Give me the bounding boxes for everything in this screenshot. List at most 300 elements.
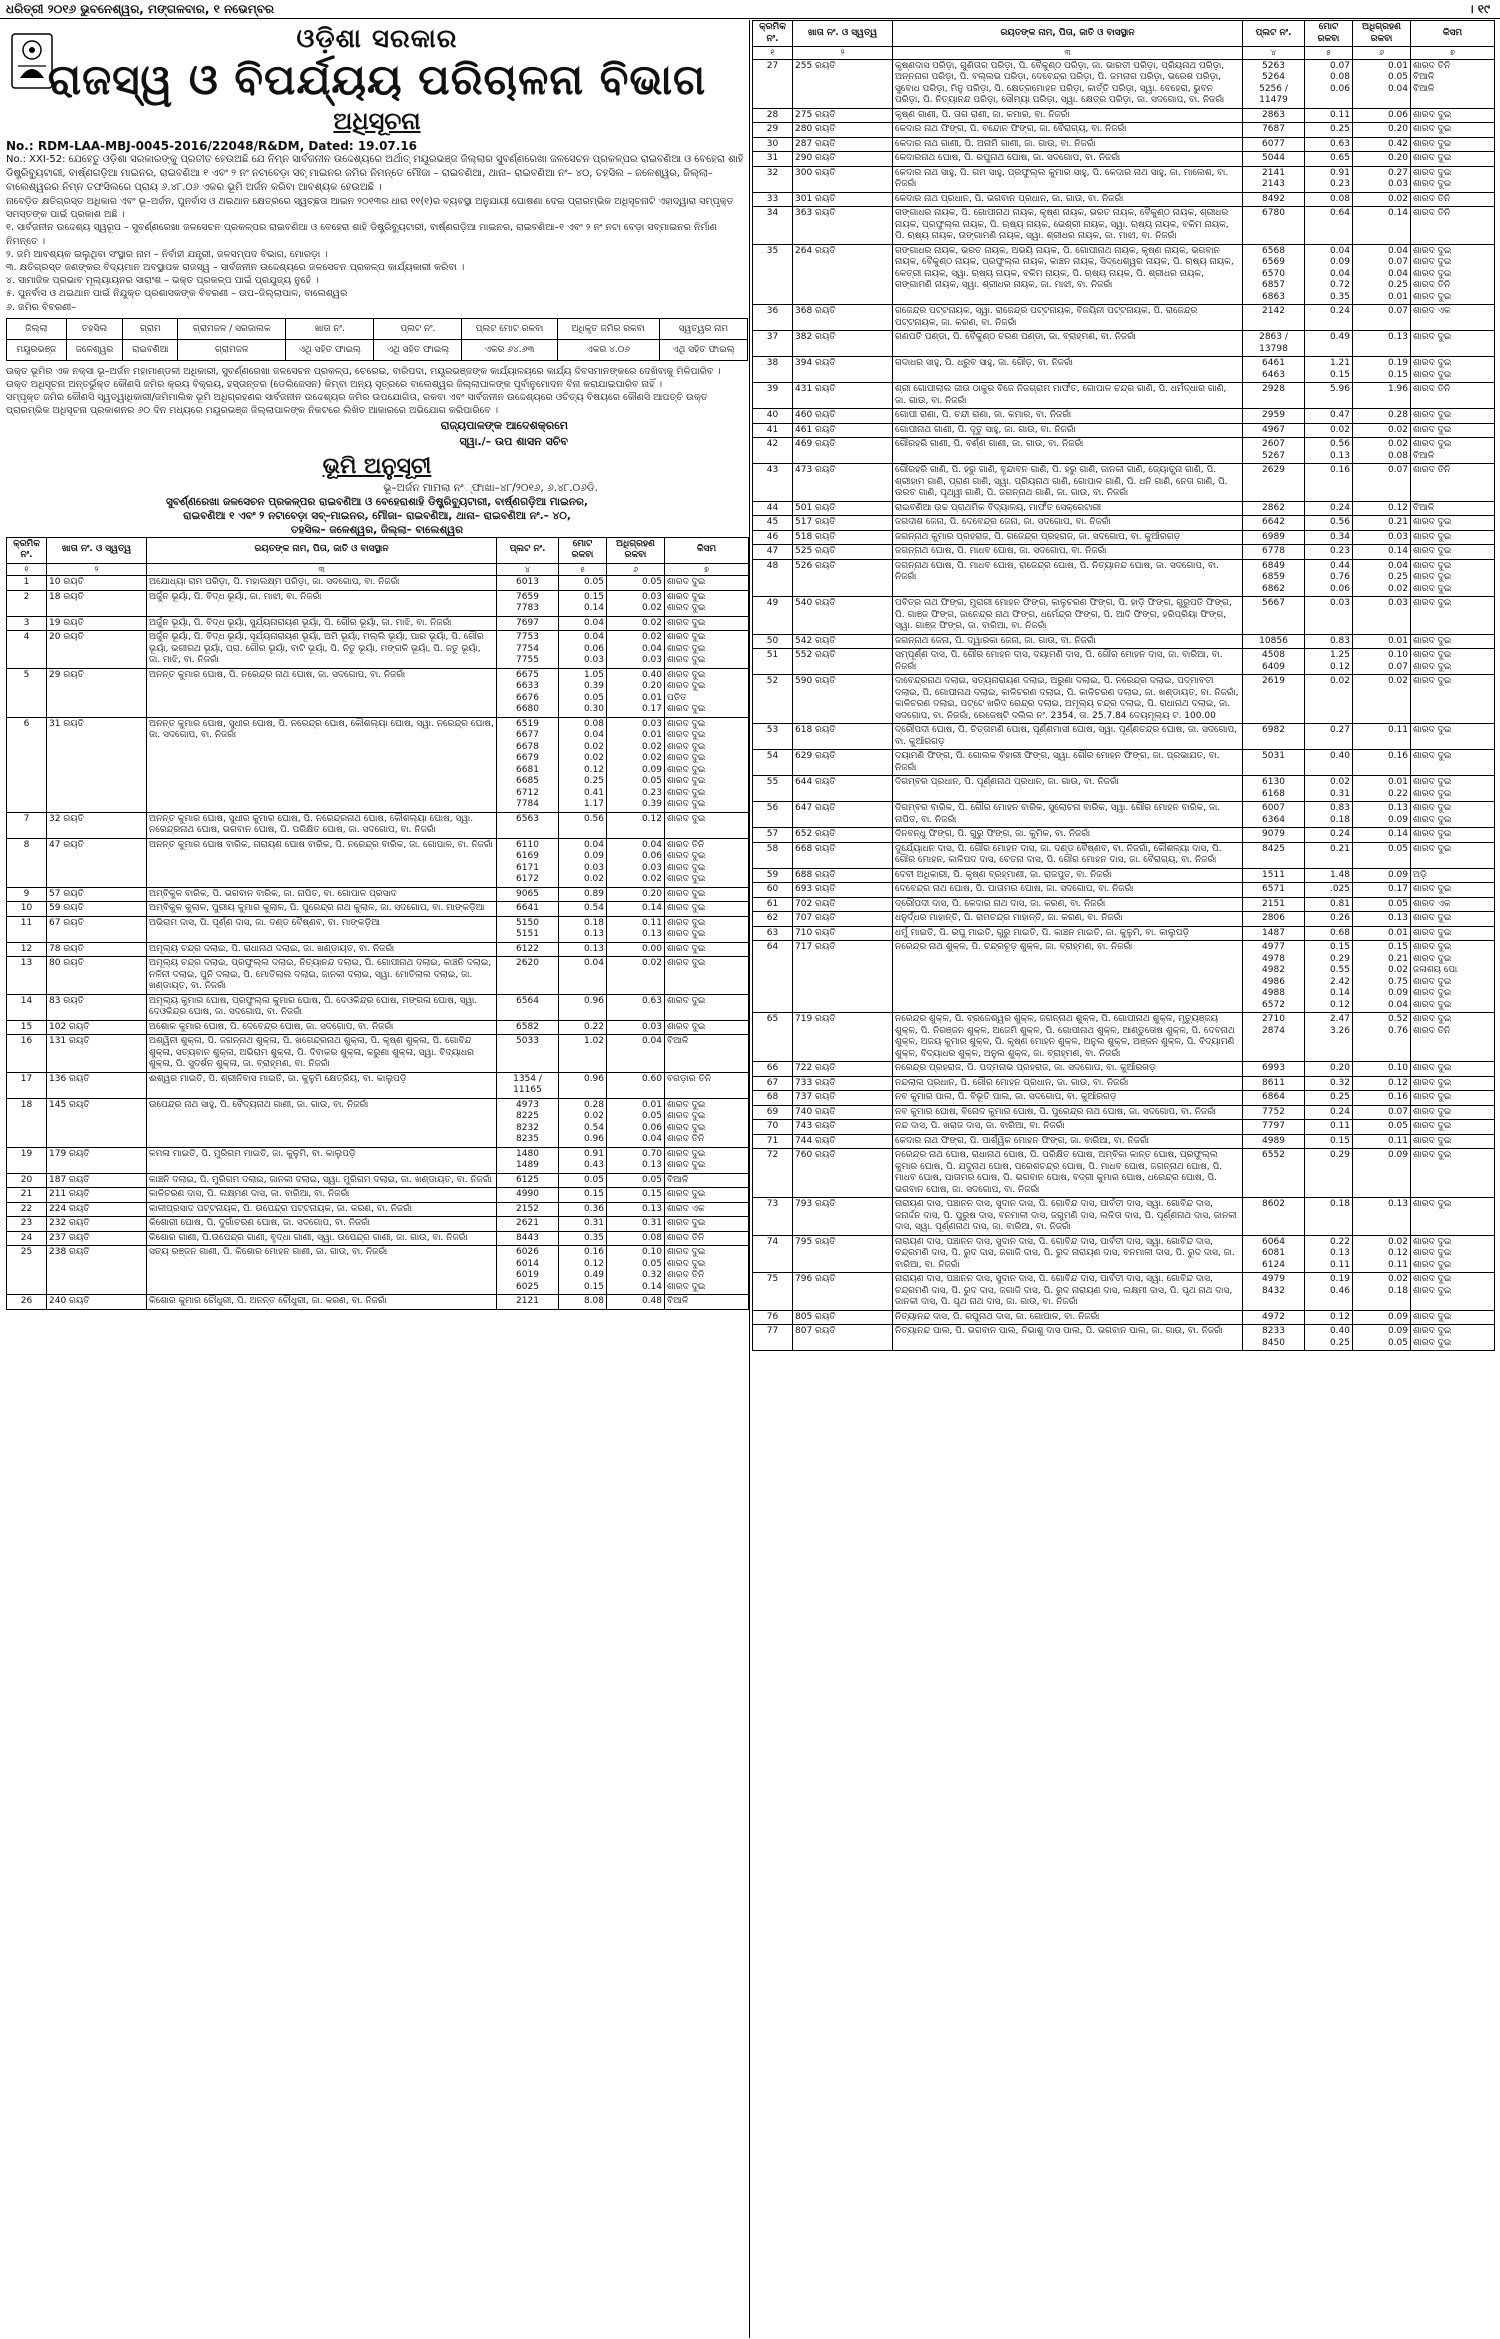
acquired-area: 0.52 0.76 bbox=[1353, 1013, 1411, 1062]
col-number: ୨ bbox=[47, 563, 147, 576]
table-row bbox=[753, 776, 1495, 802]
owner-details: କିଶୋର ଗାଣୀ, ପି.ଉପେନ୍ଦ୍ର ଗାଣୀ, ବୃଦ୍ଧା ଗାଣୀ, ସ୍ୱା. ଉପେନ୍ଦ୍ର ଗାଣୀ, ଜା. ଗାଉ, ବା. ନିଜରାଁ bbox=[147, 1231, 497, 1246]
plot-number: 4979 8432 bbox=[1243, 1273, 1305, 1311]
total-area: 8.08 bbox=[559, 1295, 607, 1310]
acquired-area: 0.15 0.21 0.02 0.75 0.09 0.04 bbox=[1353, 941, 1411, 1013]
land-class: ଶାରଦ ଦୁଇ bbox=[1411, 1149, 1495, 1198]
total-area: 0.68 bbox=[1305, 926, 1353, 941]
acquired-area: 0.02 0.12 0.11 bbox=[1353, 1235, 1411, 1273]
acquired-area: 0.10 0.05 0.32 0.14 bbox=[607, 1246, 665, 1295]
owner-details: ଅର୍ଜୁନ ଭୂୟାଁ, ପି. ବିଦ୍ଧ ଭୂୟାଁ, ଜା. ମାଝୀ, ବା. ନିଜରାଁ bbox=[147, 590, 497, 616]
land-class: ଶାରଦ ଦୁଇ ଶାରଦ ଦୁଇ bbox=[1411, 1325, 1495, 1351]
plot-number: 6568 6569 6570 6857 6863 bbox=[1243, 244, 1305, 305]
land-class: ଶାରଦ ଦୁଇ bbox=[1411, 1062, 1495, 1077]
acquired-area: 0.28 bbox=[1353, 409, 1411, 424]
acquired-area: 0.15 bbox=[607, 1188, 665, 1203]
total-area: 0.44 0.76 0.06 bbox=[1305, 559, 1353, 597]
plot-number: 8443 bbox=[497, 1231, 559, 1246]
land-class: ଶାରଦ ଦୁଇ ଶାରଦ ଦୁଇ ଶାରଦ ଦୁଇ ଶାରଦ ଦୁଇ ଶାରଦ ଦୁଇ ଶାରଦ ଦୁଇ ଶାରଦ ଦୁଇ ଶାରଦ ଦୁଇ bbox=[665, 717, 749, 812]
total-area: 0.96 bbox=[559, 1072, 607, 1098]
land-class: ଶାରଦ ଦୁଇ ଶାରଦ ଦୁଇ bbox=[665, 916, 749, 942]
summary-header-cell: ଗ୍ରାମ bbox=[123, 318, 178, 339]
khata-number: 264 ରୟତି bbox=[793, 244, 893, 305]
reference-number: No.: RDM-LAA-MBJ-0045-2016/22048/R&DM, Dated: 19.07.16 bbox=[6, 139, 418, 153]
owner-details: ଗୋପୀନାଥ ଗାଣୀ, ପି. ଦୂତୁ ସାହୁ, ଜା. ଗାଉ, ବା. ନିଜରାଁ bbox=[893, 423, 1243, 438]
table-row bbox=[7, 887, 749, 902]
serial-number: 72 bbox=[753, 1149, 793, 1198]
plot-number: 6122 bbox=[497, 942, 559, 957]
summary-header-cell: ପ୍ଲଟ ନଂ. bbox=[374, 318, 462, 339]
table-row bbox=[7, 616, 749, 631]
col-header: ଖାତା ନଂ. ଓ ସ୍ୱତ୍ୱ bbox=[793, 21, 893, 47]
land-class: ଶାରଦ ଦୁଇ ଶାରଦ ଦୁଇ ଶାରଦ ଦୁଇ ଶାରଦ ତିନି bbox=[665, 1098, 749, 1147]
summary-cell: ରାଇବଣିଆ bbox=[123, 339, 178, 360]
serial-number: 20 bbox=[7, 1173, 47, 1188]
table-row bbox=[7, 902, 749, 917]
khata-number: 647 ରୟତି bbox=[793, 802, 893, 828]
khata-number: 240 ରୟତି bbox=[47, 1295, 147, 1310]
total-area: 0.89 bbox=[559, 887, 607, 902]
plot-number: 5033 bbox=[497, 1035, 559, 1073]
land-class: ଶାରଦ ଦୁଇ bbox=[1411, 1198, 1495, 1236]
table-row bbox=[753, 244, 1495, 305]
serial-number: 65 bbox=[753, 1013, 793, 1062]
owner-details: ନରେନ୍ଦ୍ର ନାଥ ଘୋଷ, ରାଧାନାଥ ଘୋଷ, ପି. ପରିକ୍ଷିତ ଘୋଷ, ଅମ୍ବିକା କାନ୍ତ ଘୋଷ, ପ୍ରଫୁଲ୍ଲ କୁମାର ଘୋଷ, ପି. ଯଦୁନାଥ ଘୋଷ, ପରେଶଚନ୍ଦ୍ର ଘୋଷ, ପି. ମାଧବ ଘୋଷ, ଜଗନ୍ନାଥ ଘୋଷ, ପି. ମାଧବ ଘୋଷ, ପାତାମର ଘୋଷ, ପି. ଭଗବାନ ଘୋଷ, ବଦ୍ରୀ କୁମାର ଘୋଷ, ଧରେନ୍ଦ୍ର ଘୋଷ, ପି. ଭଗବାନ ଘୋଷ, ଜା. ସଦଗୋପ, ବା. ନିଜରାଁ bbox=[893, 1149, 1243, 1198]
owner-details: ଗୋପୀ ରାଣା, ପି. ଚନ୍ଦୀ ରାଣା, ଜା. କମାର, ବା. ନିଜରାଁ bbox=[893, 409, 1243, 424]
land-class: ଶାରଦ ଦୁଇ ଶାରଦ ଦୁଇ ଜଳାଶୟ ପୋ ଶାରଦ ଦୁଇ ଶାରଦ ଦୁଇ ଶାରଦ ଦୁଇ bbox=[1411, 941, 1495, 1013]
khata-number: 733 ରୟତି bbox=[793, 1076, 893, 1091]
total-area: 0.49 bbox=[1305, 331, 1353, 357]
khata-number: 287 ରୟତି bbox=[793, 137, 893, 152]
serial-number: 71 bbox=[753, 1134, 793, 1149]
table-row bbox=[7, 838, 749, 887]
serial-number: 73 bbox=[753, 1198, 793, 1236]
khata-number: 431 ରୟତି bbox=[793, 383, 893, 409]
khata-number: 301 ରୟତି bbox=[793, 192, 893, 207]
col-header: ଖାତା ନଂ. ଓ ସ୍ୱତ୍ୱ bbox=[47, 537, 147, 563]
acquired-area: 0.40 0.20 0.01 0.17 bbox=[607, 668, 665, 717]
land-class: ଶାରଦ ଦୁଇ bbox=[1411, 530, 1495, 545]
owner-details: ନାରାୟଣ ଦାସ, ପଞ୍ଚାନନ ଦାସ, ସୁଦାନ ଦାସ, ପି. ଗୋବିନ୍ଦ ଦାସ, ପାର୍ବତୀ ଦାସ, ସ୍ୱା. ଗୋବିନ୍ଦ ଦାସ, ଚନ୍ଦ୍ରମଣି ଦାସ, ପି. ରୁଦ ଦାସ, ଜଗାଜି ଦାସ, ପି. ରୁଦ ନାରାୟଣ ଦାସ, ବନମାଳୀ ଦାସ, ପି. ରୁଦ ଦାସ, ଜା. ବାରିଆ, ବା. ନିଜରାଁ bbox=[893, 1235, 1243, 1273]
signature-line: ସ୍ୱା./– ଉପ ଶାସନ ସଚିବ bbox=[459, 434, 568, 448]
land-class: ଶାରଦ ଦୁଇ bbox=[665, 1217, 749, 1232]
summary-header-row bbox=[7, 318, 748, 339]
col-number: ୫ bbox=[559, 563, 607, 576]
plot-number: 1480 1489 bbox=[497, 1147, 559, 1173]
table-header-row bbox=[7, 537, 749, 563]
total-area: 0.19 0.46 bbox=[1305, 1273, 1353, 1311]
table-row bbox=[753, 1120, 1495, 1135]
land-class: ଶାରଦ ଦୁଇ bbox=[1411, 883, 1495, 898]
total-area: 0.35 bbox=[559, 1231, 607, 1246]
serial-number: 41 bbox=[753, 423, 793, 438]
acquired-area: 0.02 bbox=[1353, 192, 1411, 207]
total-area: 2.47 3.26 bbox=[1305, 1013, 1353, 1062]
plot-number: 6982 bbox=[1243, 724, 1305, 750]
column-divider bbox=[749, 20, 750, 2338]
owner-details: ଦିଗମ୍ବର ପ୍ରଧାନ, ପି. ପୂର୍ଣ୍ଣନାଥ ପ୍ରଧାନ, ଜା. ଗାଉ, ବା. ନିଜରାଁ bbox=[893, 776, 1243, 802]
land-class: ଶାରଦ ଦୁଇ bbox=[665, 902, 749, 917]
land-table-right bbox=[752, 20, 1495, 1351]
acquired-area: 0.04 0.07 0.04 0.25 0.01 bbox=[1353, 244, 1411, 305]
owner-details: କିଶୋରୀ ଘୋଷ, ପି. ଦୁର୍ଗାଚରଣ ଘୋଷ, ଜା. ସଦଗୋପ, ବା. ନିଜରାଁ bbox=[147, 1217, 497, 1232]
total-area: 0.08 bbox=[1305, 192, 1353, 207]
acquired-area: 0.70 0.13 bbox=[607, 1147, 665, 1173]
khata-number: 702 ରୟତି bbox=[793, 897, 893, 912]
acquired-area: 0.14 bbox=[1353, 545, 1411, 560]
acquired-area: 0.13 bbox=[607, 1202, 665, 1217]
case-number: ଭୂ–ଅର୍ଜନ ମାମଲା ନଂ୍ଫାଖା–୪୮/୨୦୧୬, ୬.୪୮.୦୬ଡି. bbox=[383, 481, 598, 494]
notice-para: ସମ୍ପୃକ୍ତ ଜମିର କୌଣସି ସ୍ୱତ୍ୱାଧିକାରୀ/ଜମିମାଲିକ ଭୂମି ଅଧିଗ୍ରହଣର ସାର୍ବଜନୀନ ଉଦ୍ଦେଶ୍ୟର ଜମିର ଉପଯୋଗିତା, ରକବା ଏବଂ ସାର୍ବଜନୀନ ଉଦ୍ଦେଶ୍ୟରେ ଓଚିତ୍ୟ ବିଷୟରେ କୌଣସି ଆପତ୍ତି ଉକ୍ତ ପ୍ରାରମ୍ଭିକ ଅଧିସୂଚନା ପ୍ରକାଶନର ୬୦ ଦିନ ମଧ୍ୟରେ ମୟୂରଭଞ୍ଜ ଜିଲ୍ଲାପାଳଙ୍କ ନିକଟରେ ଲିଖିତ ଆକାରରେ ଅଭିଯୋଗ କରିପାରିବେ । bbox=[6, 392, 708, 417]
notice-body bbox=[6, 195, 748, 314]
owner-details: ଦ୍ରୌପଦୀ ଦାସ, ପି. କେଦାର ନାଥ ଦାସ, ଜା. କରଣ, ବା. ନିଜରାଁ bbox=[893, 897, 1243, 912]
plot-number: 2863 / 13798 bbox=[1243, 331, 1305, 357]
serial-number: 53 bbox=[753, 724, 793, 750]
table-row bbox=[753, 1134, 1495, 1149]
table-row bbox=[7, 631, 749, 669]
acquired-area: 0.16 bbox=[1353, 750, 1411, 776]
table-row bbox=[753, 883, 1495, 898]
acquired-area: 0.03 bbox=[607, 1020, 665, 1035]
land-class: ଶାରଦ ଦୁଇ ଶାରଦ ଦୁଇ ଶାରଦ ଦୁଇ bbox=[665, 631, 749, 669]
serial-number: 3 bbox=[7, 616, 47, 631]
land-class: ଶାରଦ ଦୁଇ ଶାରଦ ଦୁଇ ଶାରଦ ତିନି ଶାରଦ ଦୁଇ bbox=[665, 1246, 749, 1295]
khata-number: 394 ରୟତି bbox=[793, 357, 893, 383]
khata-number: 275 ରୟତି bbox=[793, 108, 893, 123]
owner-details: କେଦାର ନାଥ ଫିଙ୍ଗ, ପି. ପାର୍ଶ୍ୱିକ ମୋହନ ଫିଙ୍ଗ, ଜା. ବାରିଆ, ବା. ନିଜରାଁ bbox=[893, 1134, 1243, 1149]
total-area: 0.22 bbox=[559, 1020, 607, 1035]
serial-number: 56 bbox=[753, 802, 793, 828]
plot-number: 6864 bbox=[1243, 1091, 1305, 1106]
land-class: ଶାରଦ ତିନି ବିଆଳି ବିଆଳି bbox=[1411, 59, 1495, 108]
table-row bbox=[753, 530, 1495, 545]
acquired-area: 0.14 bbox=[607, 902, 665, 917]
land-class: ଶାରଦ ଦୁଇ bbox=[1411, 1310, 1495, 1325]
owner-details: କମଳା ମାଇତି, ପି. ମୁରିଗମ ମାଇତି, ଜା. କୁଳୁମି, ବା. କାଲୁପଡ଼ି bbox=[147, 1147, 497, 1173]
serial-number: 35 bbox=[753, 244, 793, 305]
serial-number: 12 bbox=[7, 942, 47, 957]
acquired-area: 0.08 bbox=[607, 1231, 665, 1246]
notice-para: ୧. ସାର୍ବଜନୀନ ଉଦ୍ଦେଶ୍ୟ ସ୍ୱରୂପ – ସୁବର୍ଣ୍ଣରେଖା ଜଳସେଚନ ପ୍ରକଳ୍ପର ରାଇବଣିଆ ଓ ବେହେରା ଶାହି ଡିଷ୍ଟ୍ରିବ୍ୟୁଟାରୀ, ବାର୍ଷ୍ଣଗଡ଼ିଆ ମାଇନର, ରାଇବଣିଆ–୧ ଏବଂ ୨ ନଂ ନଟା ବେଡ଼ା ସବ୍‌ମାଇନର ନିର୍ମାଣ ନିମନ୍ତେ । bbox=[6, 222, 717, 247]
owner-details: ଜଗନ୍ନାଥ ଘୋଷ, ପି. ମାଧବ ଘୋଷ, ଜା. ସଦଗୋପ, ବା. ନିଜରାଁ bbox=[893, 545, 1243, 560]
acquired-area: 0.16 bbox=[1353, 1091, 1411, 1106]
serial-number: 42 bbox=[753, 438, 793, 464]
table-row bbox=[7, 1147, 749, 1173]
khata-number: 382 ରୟତି bbox=[793, 331, 893, 357]
column-number-row bbox=[7, 563, 749, 576]
masthead bbox=[0, 0, 1500, 19]
total-area: 0.02 bbox=[1305, 423, 1353, 438]
plot-number: 7687 bbox=[1243, 123, 1305, 138]
table-row bbox=[753, 1325, 1495, 1351]
land-class: ଶାରଦ ଦୁଇ bbox=[665, 1020, 749, 1035]
total-area: 0.34 bbox=[1305, 530, 1353, 545]
table-row bbox=[753, 59, 1495, 108]
land-class: ଶାରଦ ଦୁଇ bbox=[1411, 634, 1495, 649]
col-number: ୪ bbox=[1243, 47, 1305, 60]
col-header: କ୍ରମିକ ନଂ. bbox=[7, 537, 47, 563]
land-class: ଶାରଦ ଦୁଇ bbox=[1411, 724, 1495, 750]
signature-block bbox=[6, 418, 748, 450]
summary-cell: ଏଥି ସହିତ ଫାଇଲ୍ bbox=[659, 339, 747, 360]
owner-details: କାଳିଚରଣ ଦାସ, ପି. ଲକ୍ଷ୍ମଣ ଦାସ, ଜା. ବାରିଆ, ବା. ନିଜରାଁ bbox=[147, 1188, 497, 1203]
table-row bbox=[753, 1149, 1495, 1198]
table-row bbox=[753, 1310, 1495, 1325]
serial-number: 37 bbox=[753, 331, 793, 357]
col-header: ଅଧିଗ୍ରହଣ ରକବା bbox=[607, 537, 665, 563]
table-row bbox=[7, 1188, 749, 1203]
owner-details: ଦ୍ରୌପଦୀ ଘୋଷ, ପି. ଚିତ୍ତାମଣି ଘୋଷ, ପୂର୍ଣ୍ଣମାସୀ ଘୋଷ, ସ୍ୱା. ପୂର୍ଣ୍ଣଚନ୍ଦ୍ର ଘୋଷ, ଜା. ସଦଗୋପ, ବା. କୁଆଁରଗଡ଼ bbox=[893, 724, 1243, 750]
serial-number: 16 bbox=[7, 1035, 47, 1073]
table-row bbox=[753, 357, 1495, 383]
plot-number: 6582 bbox=[497, 1020, 559, 1035]
table-row bbox=[753, 501, 1495, 516]
total-area: 0.64 bbox=[1305, 207, 1353, 245]
land-class: ଶାରଦ ଦୁଇ bbox=[665, 576, 749, 591]
owner-details: ଦାବେନ୍ଦ୍ରନାଥ ଦଲାଇ, ସତ୍ୟନାରାୟଣ ଦଲାଇ, ଅରୁଣା ଦଲାଇ, ପି. ନରେନ୍ଦ୍ର ଦଲାଇ, ପଦ୍ମାବତୀ ଦଲାଇ, ପି. ଗୋପୀନାଥ ଦଲାଇ, କାଳିଚରଣ ଦଲାଇ, ପି. କାଳିଚରଣ ଦଲାଇ, ଜା. ଖଣ୍ଡାୟତ, ବା. ନିଜରାଁ, କାଳିଚରଣ ଦଲାଇ, ପଟ୍ଟେ ଖରିଦ ରେନ୍ଦ୍ର ଦଲାଇ, ଅମୂଲ୍ୟ ଚନ୍ଦ୍ର ଦଲାଇ, ପି. ରାଧାନାଥ ଦଲାଇ, ଜା. ସଦଗୋପ, ବା. ନିଜରାଁ, ରେଜେଷ୍ଟି ଦଲିଲ ନଂ. 2354, ତା. 25.7.84 ଦେୟମୂଲ୍ୟ ଟ. 100.00 bbox=[893, 675, 1243, 724]
land-class: ଶାରଦ ତିନି bbox=[1411, 383, 1495, 409]
serial-number: 26 bbox=[7, 1295, 47, 1310]
plot-number: 1511 bbox=[1243, 868, 1305, 883]
serial-number: 61 bbox=[753, 897, 793, 912]
plot-number: 2619 bbox=[1243, 675, 1305, 724]
land-subtitle: ସୁବର୍ଣ୍ଣରେଖା ଜଳସେଚନ ପ୍ରକଳ୍ପର ରାଇବଣିଆ ଓ ବେହେରାଶାହି ଡିଷ୍ଟ୍ରିବ୍ୟୁଟାରୀ, ବାର୍ଷ୍ଣଗଡ଼ିଆ ମାଇନର, bbox=[166, 495, 588, 508]
land-class: ବିଆଳି bbox=[665, 1173, 749, 1188]
table-row bbox=[753, 152, 1495, 167]
table-row bbox=[7, 1295, 749, 1310]
owner-details: ଅମୂଲ୍ୟ ଚନ୍ଦ୍ର ଦଲାଇ, ପି. ରାଧାନାଥ ଦଲାଇ, ଜା. ଖଣ୍ଡାୟତ, ବା. ନିଜରାଁ bbox=[147, 942, 497, 957]
khata-number: 211 ରୟତି bbox=[47, 1188, 147, 1203]
acquired-area: 0.01 0.22 bbox=[1353, 776, 1411, 802]
table-row bbox=[753, 649, 1495, 675]
plot-number: 4977 4978 4982 4986 4988 6572 bbox=[1243, 941, 1305, 1013]
serial-number: 17 bbox=[7, 1072, 47, 1098]
plot-number: 6778 bbox=[1243, 545, 1305, 560]
total-area: 0.56 0.13 bbox=[1305, 438, 1353, 464]
table-row bbox=[7, 1035, 749, 1073]
notice-para: ୬. ଜମିର ବିବରଣୀ– bbox=[6, 301, 77, 313]
land-class: ଶାରଦ ତିନି bbox=[1411, 464, 1495, 502]
serial-number: 23 bbox=[7, 1217, 47, 1232]
serial-number: 60 bbox=[753, 883, 793, 898]
acquired-area: 0.09 bbox=[1353, 868, 1411, 883]
total-area: 0.32 bbox=[1305, 1076, 1353, 1091]
serial-number: 6 bbox=[7, 717, 47, 812]
khata-number: 368 ରୟତି bbox=[793, 305, 893, 331]
acquired-area: 0.48 bbox=[607, 1295, 665, 1310]
col-header: କିସମ bbox=[1411, 21, 1495, 47]
owner-details: ଅର୍ଜୁନ ଭୂୟାଁ, ପି. ବିଦ୍ଧ ଭୂୟାଁ, ସୂର୍ଯ୍ୟନାରାୟଣ ଭୂୟାଁ, ଅମି ଭୂୟାଁ, ମଲ୍ଲି ଭୂୟାଁ, ପାର ଭୂୟାଁ, ପି. ଗୌର ଭୂୟାଁ, ଭଗୀରଥ ଭୂୟାଁ, ପ୍ରା. ଗୌର ଭୂୟାଁ, ବାଟି ଭୂୟାଁ, ପି. ନିତୁ ଭୂୟାଁ, ମଙ୍ଗଳି ଭୂୟାଁ, ପି. ଜତୁ ଭୂୟାଁ, ଜା. ମାଝି, ବା. ନିଜରାଁ bbox=[147, 631, 497, 669]
masthead-page-number: । ୧୯ bbox=[1468, 2, 1490, 16]
owner-details: ଉପେନ୍ଦ୍ର ନାଥ ସାହୁ, ପି. ବୈଦ୍ୟନାଥ ଗାଣୀ, ଜା. ଗାଉ, ବା. ନିଜରାଁ bbox=[147, 1098, 497, 1147]
masthead-left: ଧରିତ୍ରୀ ୨୦୧୬ ଭୁବନେଶ୍ୱର, ମଙ୍ଗଳବାର, ୧ ନଭେମ୍ବର bbox=[6, 2, 274, 16]
serial-number: 74 bbox=[753, 1235, 793, 1273]
khata-number: 83 ରୟତି bbox=[47, 994, 147, 1020]
summary-header-cell: ପ୍ଲଟ ମୋଟ ରକବା bbox=[462, 318, 557, 339]
serial-number: 70 bbox=[753, 1120, 793, 1135]
owner-details: ନବ କୁମାର ଘୋଷ, ବିନୋଦ କୁମାର ଘୋଷ, ପି. ପୁରେନ୍ଦ୍ର ନାଥ ଘୋଷ, ଜା. ସଦଗୋପ, ବା. ନିଜରାଁ bbox=[893, 1105, 1243, 1120]
plot-number: 7659 7783 bbox=[497, 590, 559, 616]
total-area: 0.91 0.43 bbox=[559, 1147, 607, 1173]
khata-number: 644 ରୟତି bbox=[793, 776, 893, 802]
khata-number: 629 ରୟତି bbox=[793, 750, 893, 776]
acquired-area: 0.10 0.07 bbox=[1353, 649, 1411, 675]
owner-details: କାଳୀପ୍ରସାଦ ପଟ୍ଟନାୟକ, ପି. ଉପେନ୍ଦ୍ର ପଟ୍ଟନାୟକ, ଜା. କରଣ, ବା. ନିଜରାଁ bbox=[147, 1202, 497, 1217]
land-class: ବିଆଳି bbox=[665, 1295, 749, 1310]
total-area: 0.04 0.06 0.03 bbox=[559, 631, 607, 669]
plot-number: 2629 bbox=[1243, 464, 1305, 502]
serial-number: 77 bbox=[753, 1325, 793, 1351]
khata-number: 693 ରୟତି bbox=[793, 883, 893, 898]
owner-details: ସତ୍ୟ ରଞ୍ଜନ ଗାଣୀ, ପି. କିଶୋର ମୋହନ ଗାଣୀ, ଜା. ଗାଉ, ବା. ନିଜରାଁ bbox=[147, 1246, 497, 1295]
col-number: ୨ bbox=[793, 47, 893, 60]
serial-number: 4 bbox=[7, 631, 47, 669]
serial-number: 14 bbox=[7, 994, 47, 1020]
notification-heading: ଅଧିସୂଚନା bbox=[333, 107, 421, 135]
col-header: ରୟତଙ୍କ ନାମ, ପିତା, ଜାତି ଓ ବାସସ୍ଥାନ bbox=[147, 537, 497, 563]
serial-number: 52 bbox=[753, 675, 793, 724]
owner-details: ଅର୍ଜୁନ ଭୂୟାଁ, ପି. ବିଦ୍ଧ ଭୂୟାଁ, ସୁର୍ଯ୍ୟନାରାୟଣ ଭୂୟାଁ, ପି. ଗୌର ଭୂୟାଁ, ଜା. ମାଝି, ବା. ନିଜରାଁ bbox=[147, 616, 497, 631]
plot-number: 5044 bbox=[1243, 152, 1305, 167]
land-class: ବିଆଳି bbox=[665, 1035, 749, 1073]
plot-number: 5667 bbox=[1243, 597, 1305, 635]
total-area: 0.02 0.31 bbox=[1305, 776, 1353, 802]
land-class: ଶାରଦ ଦୁଇ bbox=[1411, 842, 1495, 868]
land-class: ଶାରଦ ତିନି ଶାରଦ ଦୁଇ ଶାରଦ ଦୁଇ ଶାରଦ ଦୁଇ bbox=[665, 838, 749, 887]
plot-number: 2141 2143 bbox=[1243, 166, 1305, 192]
plot-number: 6064 6081 6124 bbox=[1243, 1235, 1305, 1273]
table-row bbox=[753, 1013, 1495, 1062]
khata-number: 290 ରୟତି bbox=[793, 152, 893, 167]
serial-number: 45 bbox=[753, 516, 793, 531]
land-class: ଶାରଦ ଦୁଇ bbox=[1411, 545, 1495, 560]
total-area: 1.02 bbox=[559, 1035, 607, 1073]
khata-number: 517 ରୟତି bbox=[793, 516, 893, 531]
acquired-area: 0.13 0.09 bbox=[1353, 802, 1411, 828]
total-area: 0.02 bbox=[1305, 675, 1353, 724]
acquired-area: 0.12 bbox=[607, 812, 665, 838]
table-header-row bbox=[753, 21, 1495, 47]
total-area: 0.15 0.14 bbox=[559, 590, 607, 616]
col-number: ୬ bbox=[1353, 47, 1411, 60]
land-class: ଶାରଦ ଦୁଇ bbox=[1411, 1105, 1495, 1120]
land-class: ଶାରଦ ଦୁଇ bbox=[1411, 828, 1495, 843]
plot-number: 2928 bbox=[1243, 383, 1305, 409]
serial-number: 5 bbox=[7, 668, 47, 717]
land-class: ଶାରଦ ଦୁଇ bbox=[665, 812, 749, 838]
land-class: ଶାରଦ ଦୁଇ bbox=[1411, 137, 1495, 152]
acquired-area: 0.05 bbox=[1353, 1120, 1411, 1135]
serial-number: 31 bbox=[753, 152, 793, 167]
table-row bbox=[753, 192, 1495, 207]
left-column bbox=[6, 22, 748, 1310]
land-class: ଶାରଦ ଦୁଇ ଶାରଦ ଦୁଇ bbox=[665, 590, 749, 616]
plot-number: 4973 8225 8232 8235 bbox=[497, 1098, 559, 1147]
acquired-area: 0.11 bbox=[1353, 724, 1411, 750]
table-row bbox=[753, 137, 1495, 152]
khata-number: 542 ରୟତି bbox=[793, 634, 893, 649]
owner-details: ପବିତ୍ର ନାଥ ଫିଙ୍ଗ, ମୁରାରୀ ମୋହନ ଫିଙ୍ଗ, କାଳୁଚରଣ ଫିଙ୍ଗ, ପି. ହାଡ଼ି ଫିଙ୍ଗ, ଗୁରୁପତି ଫିଙ୍ଗ, ପି. ଗାଞ୍ଜ ଫିଙ୍ଗ, ଜାନେନ୍ଦ୍ର ନାଥ ଫିଙ୍ଗ, ଧର୍ମେନ୍ଦ୍ର ଫିଙ୍ଗ, ପି. ଆଦି ଫିଙ୍ଗ, ହରିପ୍ରିୟା ଫିଙ୍ଗ, ସ୍ୱା. ଗାଞ୍ଜ ଫିଙ୍ଗ, ଜା. ବାରିଆ, ବା. ନିଜରାଁ bbox=[893, 597, 1243, 635]
owner-details: ଗଙ୍ଗାଧର ନାୟକ, ଭରତ ନାୟକ, ଅଭୟି ନାୟକ, ପି. ଗୋପୀନାଥ ନାୟକ, କୃଷ୍ଣ ନାୟକ, ଭଗବାନ ନାୟକ, ବୈକୁଣ୍ଠ ନାୟକ, ପ୍ରଫୁଲ୍ଲ ନାୟକ, କାଞ୍ଚନ ନାୟକ, ସିଦ୍ଧେଶ୍ୱର ନାୟକ, ପି. ଋଷ୍ୟ ନାୟକ, କେତ୍ରୀ ନାୟକ, ସ୍ୱା. ଋଷ୍ୟ ନାୟକ, ବକିମ ନାୟକ, ପି. ଋଷ୍ୟ ନାୟକ, ପି. ଶ୍ରୀଧର ନାୟକ, ଗଙ୍ଗାମଣି ନାୟକ, ସ୍ୱା. ଶ୍ରୀଧର ନାୟକ, ଜା. ମାଝୀ, ବା. ନିଜରାଁ bbox=[893, 244, 1243, 305]
total-area: 0.28 0.02 0.54 0.96 bbox=[559, 1098, 607, 1147]
owner-details: ଶ୍ରୀ ଗୋପୀଲାଲ ଜୀଉ ଠାକୁର ବିଜେ ନିଜଗ୍ରାମ ମାର୍ଫତ, ଗୋପାଳ ଚନ୍ଦ୍ର ଗାଣି, ପି. ଧର୍ମଦ୍ଧାର ଗାଣି, ଜା. ଗାଉ, ବା. ନିଜରାଁ bbox=[893, 383, 1243, 409]
khata-number: 717 ରୟତି bbox=[793, 941, 893, 1013]
khata-number: 67 ରୟତି bbox=[47, 916, 147, 942]
total-area: 0.12 bbox=[1305, 1310, 1353, 1325]
table-row bbox=[753, 1235, 1495, 1273]
land-table-left bbox=[6, 537, 749, 1310]
owner-details: କେଦାର ନାଥ ସାହୁ, ପି. ଗମ ସାହୁ, ପ୍ରଫୁଲ୍ଲ କୁମାର ସାହୁ, ପି. କେଦାର ନାଥ ସାହୁ, ଜା. ମାଲେଶ, ବା. ନିଜରାଁ bbox=[893, 166, 1243, 192]
owner-details: ଅନନ୍ତ କୁମାର ଘୋଷ, ସୁଧୀର ଘୋଷ, ପି. ନରେନ୍ଦ୍ର ଘୋଷ, କୌଶଲ୍ୟା ଘୋଷ, ସ୍ୱା. ନରେନ୍ଦ୍ର ଘୋଷ, ଜା. ସଦଗୋପ, ବା. ନିଜରାଁ bbox=[147, 717, 497, 812]
acquired-area: 0.09 bbox=[1353, 1149, 1411, 1198]
plot-number: 7753 7754 7755 bbox=[497, 631, 559, 669]
plot-number: 2621 bbox=[497, 1217, 559, 1232]
total-area: 0.16 bbox=[1305, 464, 1353, 502]
total-area: 0.16 0.12 0.49 0.15 bbox=[559, 1246, 607, 1295]
serial-number: 9 bbox=[7, 887, 47, 902]
khata-number: 710 ରୟତି bbox=[793, 926, 893, 941]
khata-number: 280 ରୟତି bbox=[793, 123, 893, 138]
owner-details: ଅମ୍ବିକୁଳ ବାରିକ, ପି. ଭଗବାନ ବାରିକ, ଜା. ନାପିତ, ବା. ଗୋପାଳ ପ୍ରସାଦ bbox=[147, 887, 497, 902]
serial-number: 2 bbox=[7, 590, 47, 616]
plot-number: 6519 6677 6678 6679 6681 6685 6712 7784 bbox=[497, 717, 559, 812]
notice-para: ଉକ୍ତ ଭୂମିର ଏକ ନକ୍ସା ଭୂ–ଅର୍ଜନ ମହାମାଣ୍ଡଳୀ ଅଧିକାରୀ, ସୁବର୍ଣ୍ଣରେଖା ଜଳସେଚନ ପ୍ରକଳ୍ପ, ଚେରେଇ, ବାରିପଦା, ମୟୂରଭଞ୍ଜଙ୍କ କାର୍ଯ୍ୟାଳୟରେ କାର୍ଯ୍ୟ ଦିବସମାନଙ୍କରେ ଦେଖିବାକୁ ମିଳିପାରିବ । bbox=[6, 365, 721, 377]
table-row bbox=[7, 1020, 749, 1035]
serial-number: 19 bbox=[7, 1147, 47, 1173]
khata-number: 688 ରୟତି bbox=[793, 868, 893, 883]
khata-number: 187 ରୟତି bbox=[47, 1173, 147, 1188]
total-area: 1.05 0.39 0.05 0.30 bbox=[559, 668, 607, 717]
land-class: ଶାରଦ ଦୁଇ ଶାରଦ ଦୁଇ ଶାରଦ ଦୁଇ ଶାରଦ ତିନି ଶାରଦ ଦୁଇ bbox=[1411, 244, 1495, 305]
acquired-area: 0.13 bbox=[1353, 331, 1411, 357]
owner-details: ଦେବେନ୍ଦ୍ର ନାଥ ଘୋଷ, ପି. ପାତାମର ଘୋଷ, ଜା. ସଦଗୋପ, ବା. ନିଜରାଁ bbox=[893, 883, 1243, 898]
col-number: ୬ bbox=[607, 563, 665, 576]
table-row bbox=[7, 1173, 749, 1188]
total-area: 0.13 bbox=[559, 942, 607, 957]
table-row bbox=[753, 597, 1495, 635]
plot-number: 6989 bbox=[1243, 530, 1305, 545]
serial-number: 27 bbox=[753, 59, 793, 108]
land-schedule-title: ଭୂମି ଅନୁସୂଚୀ bbox=[322, 453, 432, 479]
acquired-area: 0.17 bbox=[1353, 883, 1411, 898]
khata-number: 145 ରୟତି bbox=[47, 1098, 147, 1147]
khata-number: 102 ରୟତି bbox=[47, 1020, 147, 1035]
khata-number: 707 ରୟତି bbox=[793, 912, 893, 927]
table-row bbox=[753, 207, 1495, 245]
plot-number: 4972 bbox=[1243, 1310, 1305, 1325]
summary-cell: ଏକର ୬୪.୬୩ bbox=[462, 339, 557, 360]
summary-cell: ଏଥି ସହିତ ଫାଇଲ୍ bbox=[286, 339, 374, 360]
acquired-area: 0.05 bbox=[1353, 842, 1411, 868]
khata-number: 518 ରୟତି bbox=[793, 530, 893, 545]
table-row bbox=[753, 1273, 1495, 1311]
khata-number: 668 ରୟତି bbox=[793, 842, 893, 868]
owner-details: ନିତ୍ୟାନନ୍ଦ ପାଲ, ପି. ଭଗବାନ ପାଲ, ନିଭାଶୁ ଦାସ ପାଲ, ପି. ଭଗବାନ ପାଲ, ଜା. ଗାଉ, ବା. ନିଜରାଁ bbox=[893, 1325, 1243, 1351]
total-area: 0.24 bbox=[1305, 305, 1353, 331]
acquired-area: 0.04 0.06 0.03 0.02 bbox=[607, 838, 665, 887]
plot-number: 4990 bbox=[497, 1188, 559, 1203]
table-row bbox=[7, 957, 749, 995]
total-area: 0.83 0.18 bbox=[1305, 802, 1353, 828]
plot-number: 4967 bbox=[1243, 423, 1305, 438]
land-class: ବିଆଳି bbox=[1411, 501, 1495, 516]
odisha-emblem-icon bbox=[10, 32, 54, 90]
plot-number: 5150 5151 bbox=[497, 916, 559, 942]
serial-number: 69 bbox=[753, 1105, 793, 1120]
total-area: 0.04 0.09 0.03 0.02 bbox=[559, 838, 607, 887]
serial-number: 28 bbox=[753, 108, 793, 123]
total-area: 0.03 bbox=[1305, 597, 1353, 635]
